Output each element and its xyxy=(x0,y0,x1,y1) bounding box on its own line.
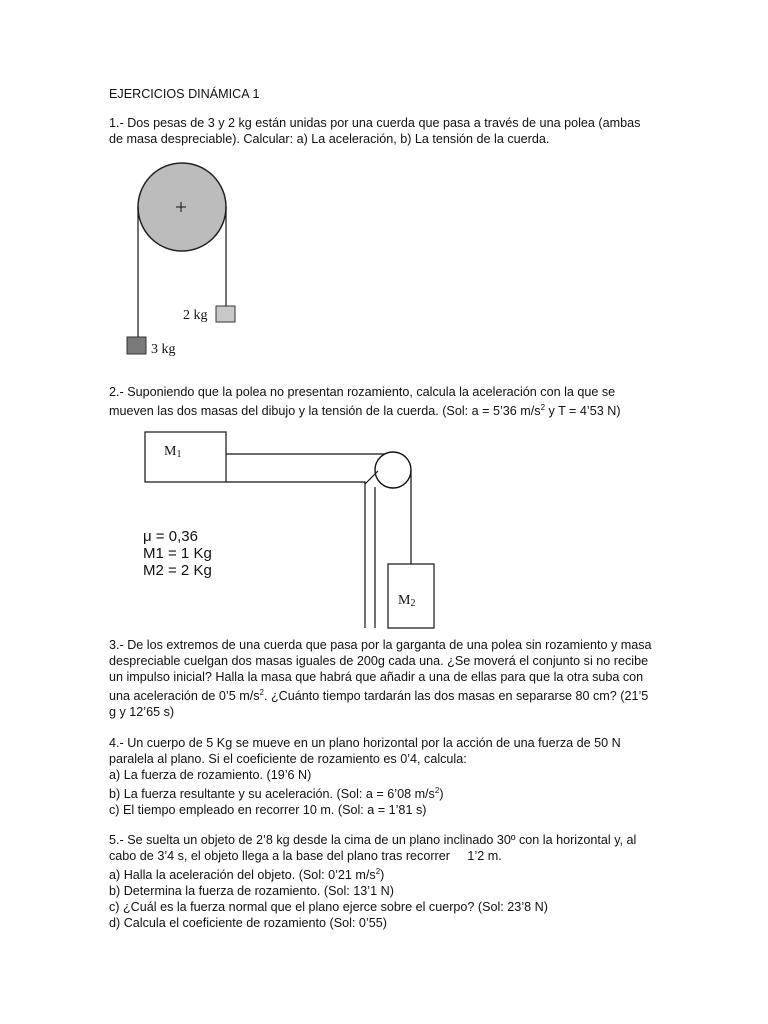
document-title: EJERCICIOS DINÁMICA 1 xyxy=(109,87,260,101)
exercise-5-item: d) Calcula el coeficiente de rozamiento (Sol: 0’55) xyxy=(109,916,387,931)
exercise-5-line: 5.- Se suelta un objeto de 2’8 kg desde la cima de un plano inclinado 30º con la horizontal y, al xyxy=(109,833,637,847)
exercise-4-text xyxy=(109,735,659,818)
exercise-2-text-part: mueven las dos masas del dibujo y la tensión de la cuerda. (Sol: a = 5’36 m/s xyxy=(109,404,541,419)
pulley-wheel-2 xyxy=(375,452,411,488)
mass-2kg-block xyxy=(216,306,235,322)
exercise-3-line: g y 12’65 s) xyxy=(109,705,175,720)
superscript: 2 xyxy=(434,786,440,795)
exercise-3-text-part: una aceleración de 0’5 m/s xyxy=(109,689,260,704)
exercise-4-item: c) El tiempo empleado en recorrer 10 m. (Sol: a = 1’81 s) xyxy=(109,803,427,818)
mu-value: μ = 0,36 xyxy=(143,528,198,545)
exercise-3-text xyxy=(109,637,659,720)
exercise-3-line xyxy=(109,685,659,704)
superscript: 2 xyxy=(375,867,381,876)
exercise-5-text-part: a) Halla la aceleración del objeto. (Sol: 0’21 m/s xyxy=(109,868,376,883)
table-surface xyxy=(226,482,365,628)
exercise-5-text-part: ) xyxy=(380,868,385,883)
exercise-3-text-part: . ¿Cuánto tiempo tardarán las dos masas en separarse 80 cm? (21’5 xyxy=(263,689,649,704)
exercise-5-text xyxy=(109,832,659,931)
label-3kg: 3 kg xyxy=(151,342,176,357)
exercise-1-line: 1.- Dos pesas de 3 y 2 kg están unidas por una cuerda que pasa a través de una polea (ambas xyxy=(109,116,641,130)
mass-3kg-block xyxy=(127,337,146,354)
m2-value: M2 = 2 Kg xyxy=(143,562,212,579)
exercise-4-text-part: ) xyxy=(439,787,444,802)
exercise-5-item xyxy=(109,864,659,883)
superscript: 2 xyxy=(540,403,546,412)
exercise-5-item: b) Determina la fuerza de rozamiento. (Sol: 13’1 N) xyxy=(109,884,394,899)
exercise-3-line: despreciable cuelgan dos masas iguales de 200g cada una. ¿Se moverá el conjunto si no recibe xyxy=(109,654,649,668)
exercise-2-line: 2.- Suponiendo que la polea no presentan rozamiento, calcula la aceleración con la que se xyxy=(109,385,616,399)
superscript: 2 xyxy=(259,688,264,697)
exercise-3-line: un impulso inicial? Halla la masa que habrá que añadir a una de ellas para que la otra suba con xyxy=(109,670,644,684)
exercise-1-text xyxy=(109,115,659,147)
label-2kg: 2 kg xyxy=(183,308,208,323)
pulley-diagram-2 xyxy=(140,425,440,635)
pulley-diagram-1 xyxy=(110,160,260,360)
exercise-2-text-part: y T = 4’53 N) xyxy=(545,404,621,419)
block-m2 xyxy=(388,564,434,628)
exercise-3-line: 3.- De los extremos de una cuerda que pasa por la garganta de una polea sin rozamiento y masa xyxy=(109,638,652,652)
m1-value: M1 = 1 Kg xyxy=(143,545,212,562)
exercise-5-line: cabo de 3’4 s, el objeto llega a la base del plano tras recorrer 1’2 m. xyxy=(109,849,502,863)
exercise-4-line: 4.- Un cuerpo de 5 Kg se mueve en un plano horizontal por la acción de una fuerza de 50 N xyxy=(109,736,621,750)
exercise-4-item xyxy=(109,783,659,802)
exercise-2-line xyxy=(109,400,659,419)
exercise-2-text xyxy=(109,384,659,419)
label-m1: M1 xyxy=(164,444,182,460)
exercise-4-line: paralela al plano. Si el coeficiente de rozamiento es 0’4, calcula: xyxy=(109,752,467,766)
label-m2: M2 xyxy=(398,593,416,609)
exercise-1-line: de masa despreciable). Calcular: a) La aceleración, b) La tensión de la cuerda. xyxy=(109,132,550,146)
exercise-4-item: a) La fuerza de rozamiento. (19’6 N) xyxy=(109,768,312,782)
exercise-4-text-part: b) La fuerza resultante y su aceleración. (Sol: a = 6’08 m/s xyxy=(109,787,435,802)
exercise-5-item: c) ¿Cuál es la fuerza normal que el plano ejerce sobre el cuerpo? (Sol: 23’8 N) xyxy=(109,900,548,915)
block-m1 xyxy=(145,432,226,482)
